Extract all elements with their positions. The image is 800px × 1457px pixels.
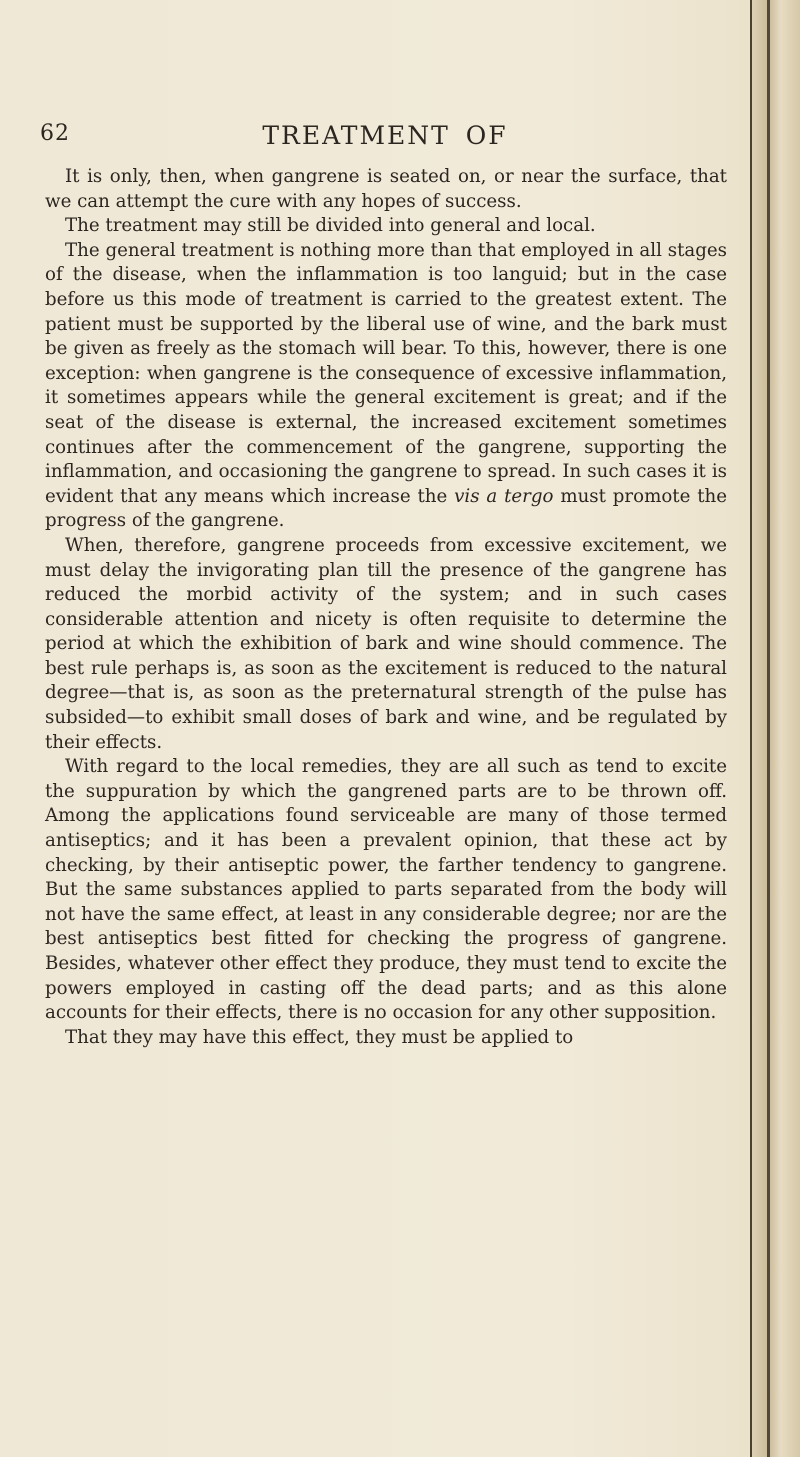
paragraph-text: That they may have this effect, they must be applied to (65, 1026, 574, 1048)
paragraph (45, 755, 727, 1026)
page-header (40, 121, 730, 155)
paragraph-text: It is only, then, when gangrene is seated on, or near the surface, that we can attempt the cure with any hopes of success. (45, 166, 727, 212)
paragraph (45, 239, 727, 534)
paragraph-text: When, therefore, gangrene proceeds from excessive excitement, we must delay the invigorating plan till the presence of the gangrene has reduced the morbid activity of the system; and in such cases considerable attention and nicety is often requisite to determine the period at which the exhibition of bark and wine should commence. The best rule perhaps is, as soon as the excitement is reduced to the natural degree—that is, as soon as the preternatural strength of the pulse has subsided—to exhibit small doses of bark and wine, and be regulated by their effects. (45, 534, 727, 753)
paragraph (45, 534, 727, 755)
binding-line (767, 0, 770, 1457)
running-title: TREATMENT OF (262, 121, 508, 150)
paragraph-text: The general treatment is nothing more than that employed in all stages of the disease, when the inflammation is too languid; but in the case before us this mode of treatment is carried to the greatest extent. The patient must be supported by the liberal use of wine, and the bark must be given as freely as the stomach will bear. To this, however, there is one exception: when gangrene is the consequence of excessive inflammation, it sometimes appears while the general excitement is great; and if the seat of the disease is external, the increased excitement sometimes continues after the commencement of the gangrene, supporting the inflammation, and occasioning the gangrene to spread. In such cases it is evident that any means which increase the (45, 239, 727, 507)
paragraph (45, 1026, 727, 1051)
paragraph (45, 165, 727, 214)
body-text (45, 165, 727, 1050)
italic-phrase: vis a tergo (454, 485, 554, 507)
paragraph-text: With regard to the local remedies, they are all such as tend to excite the suppuration by which the gangrened parts are to be thrown off. Among the applications found serviceable are many of those termed antiseptics; and it has been a prevalent opinion, that these act by checking, by their antiseptic power, the farther tendency to gangrene. But the same substances applied to parts separated from the body will not have the same effect, at least in any considerable degree; nor are the best antiseptics best fitted for checking the progress of gangrene. Besides, whatever other effect they produce, they must tend to excite the powers employed in casting off the dead parts; and as this alone accounts for their effects, there is no occasion for any other supposition. (45, 756, 727, 1024)
paragraph-text: must promote the progress of the gangrene. (45, 485, 727, 532)
book-spine-edge (750, 0, 800, 1457)
page-number: 62 (40, 121, 70, 146)
paragraph (45, 214, 727, 239)
paragraph-text: The treatment may still be divided into general and local. (65, 215, 596, 237)
